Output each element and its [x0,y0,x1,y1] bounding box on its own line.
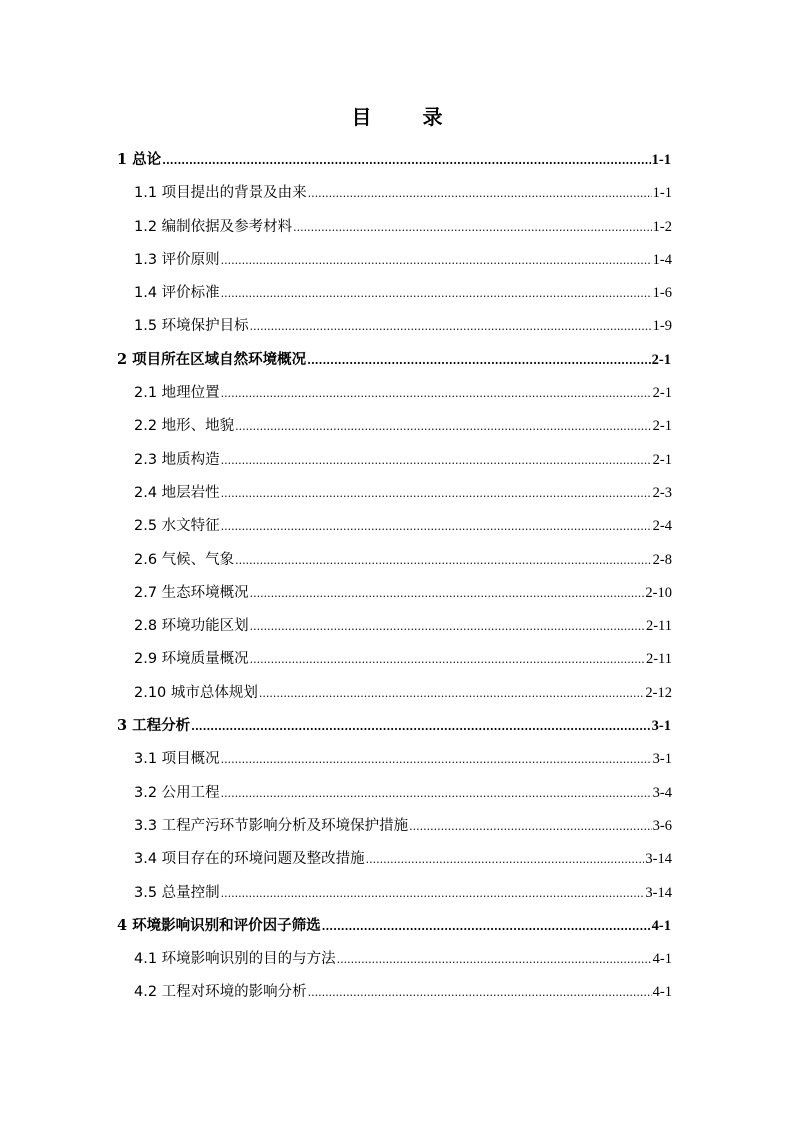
toc-page-number: 2-1 [652,385,672,402]
toc-entry-label: 1.4 评价标准 [134,285,220,302]
toc-page-number: 2-3 [652,484,672,501]
toc-entry-label: 1.3 评价原则 [134,251,220,268]
toc-section-entry[interactable] [134,682,672,704]
toc-chapter-entry[interactable] [117,149,671,171]
toc-page-number: 2-11 [645,651,672,668]
dot-leader [221,483,652,505]
toc-page-number: 3-14 [645,851,672,868]
toc-row [0,376,794,409]
toc-page-number: 4-1 [652,951,672,968]
dot-leader [307,350,651,372]
toc-row [0,443,794,476]
toc-page-number: 2-1 [652,418,672,435]
toc-entry-label: 1.5 环境保护目标 [134,318,249,335]
toc-entry-label: 2.10 城市总体规划 [134,684,258,701]
toc-entry-label: 1.1 项目提出的背景及由来 [134,185,307,202]
toc-entry-label: 1 总论 [117,151,162,168]
dot-leader [221,250,652,272]
toc-entry-label: 3 工程分析 [117,717,191,735]
toc-section-entry[interactable] [134,815,672,837]
toc-entry-label: 2.7 生态环境概况 [134,584,249,601]
toc-page-number: 4-1 [651,917,671,934]
toc-entry-label: 4 环境影响识别和评价因子筛选 [117,916,321,934]
toc-section-entry[interactable] [134,249,672,271]
toc-row [0,276,794,309]
toc-section-entry[interactable] [134,948,672,970]
toc-section-entry[interactable] [134,748,672,770]
toc-row [0,642,794,675]
toc-page-number: 2-4 [652,518,672,535]
toc-row [0,309,794,342]
toc-chapter-entry[interactable] [117,715,671,737]
toc-page-number: 3-1 [651,718,671,735]
dot-leader [308,982,652,1004]
toc-entry-label: 2.3 地质构造 [134,451,220,468]
toc-entry-label: 4.2 工程对环境的影响分析 [134,984,307,1001]
toc-section-entry[interactable] [134,549,672,571]
toc-entry-label: 2.9 环境质量概况 [134,651,249,668]
toc-row [0,709,794,742]
dot-leader [221,883,645,905]
toc-section-entry[interactable] [134,449,672,471]
dot-leader [322,916,651,938]
toc-row [0,609,794,642]
dot-leader [221,749,652,771]
toc-entry-label: 3.4 项目存在的环境问题及整改措施 [134,851,365,868]
toc-entry-label: 2.2 地形、地貌 [134,418,235,435]
toc-entry-label: 3.3 工程产污环节影响分析及环境保护措施 [134,817,409,834]
toc-section-entry[interactable] [134,848,672,870]
toc-row [0,210,794,243]
toc-row [0,176,794,209]
toc-row [0,842,794,875]
toc-row [0,975,794,1008]
toc-section-entry[interactable] [134,782,672,804]
toc-section-entry[interactable] [134,282,672,304]
toc-row [0,776,794,809]
toc-page-number: 1-4 [652,251,672,268]
toc-section-entry[interactable] [134,216,672,238]
toc-section-entry[interactable] [134,415,672,437]
toc-page-number: 3-1 [652,751,672,768]
dot-leader [259,683,645,705]
toc-row [0,409,794,442]
toc-page-number: 3-4 [652,784,672,801]
toc-row [0,742,794,775]
toc-row [0,509,794,542]
toc-row [0,809,794,842]
toc-chapter-entry[interactable] [117,915,671,937]
toc-row [0,476,794,509]
dot-leader [250,583,645,605]
toc-section-entry[interactable] [134,582,672,604]
dot-leader [250,616,645,638]
toc-page-number: 2-1 [651,351,671,368]
toc-list [0,143,794,1009]
toc-page-number: 1-6 [652,285,672,302]
dot-leader [250,316,652,338]
dot-leader [235,550,651,572]
toc-row [0,543,794,576]
toc-entry-label: 1.2 编制依据及参考材料 [134,218,293,235]
toc-section-entry[interactable] [134,315,672,337]
toc-page-number: 1-1 [652,185,672,202]
dot-leader [366,849,645,871]
toc-section-entry[interactable] [134,182,672,204]
toc-entry-label: 2.5 水文特征 [134,518,220,535]
toc-section-entry[interactable] [134,515,672,537]
toc-page-number: 3-6 [652,817,672,834]
toc-row [0,576,794,609]
toc-row [0,876,794,909]
toc-row [0,343,794,376]
toc-entry-label: 2.4 地层岩性 [134,484,220,501]
toc-section-entry[interactable] [134,382,672,404]
toc-page-number: 2-8 [652,551,672,568]
toc-page-number: 3-14 [645,884,672,901]
toc-row [0,243,794,276]
toc-entry-label: 4.1 环境影响识别的目的与方法 [134,951,336,968]
dot-leader [162,150,651,172]
toc-entry-label: 3.5 总量控制 [134,884,220,901]
toc-row [0,909,794,942]
toc-page-number: 2-12 [645,684,672,701]
toc-section-entry[interactable] [134,482,672,504]
toc-entry-label: 2.8 环境功能区划 [134,618,249,635]
toc-row [0,143,794,176]
dot-leader [250,649,645,671]
dot-leader [221,283,652,305]
toc-page-number: 1-9 [652,318,672,335]
toc-page-number: 4-1 [652,984,672,1001]
toc-entry-label: 2 项目所在区域自然环境概况 [117,350,307,368]
page-title: 目 录 [351,105,465,129]
dot-leader [293,217,651,239]
toc-page-number: 2-10 [645,584,672,601]
toc-page-number: 2-11 [645,618,672,635]
toc-chapter-entry[interactable] [117,349,671,371]
dot-leader [235,416,651,438]
toc-page-number: 1-2 [652,218,672,235]
dot-leader [221,450,652,472]
toc-section-entry[interactable] [134,648,672,670]
toc-row [0,942,794,975]
toc-entry-label: 2.6 气候、气象 [134,551,235,568]
toc-row [0,676,794,709]
toc-page-number: 1-1 [651,152,671,168]
toc-entry-label: 3.2 公用工程 [134,784,220,801]
dot-leader [409,816,651,838]
toc-section-entry[interactable] [134,882,672,904]
dot-leader [337,949,652,971]
toc-entry-label: 3.1 项目概况 [134,751,220,768]
dot-leader [221,516,652,538]
dot-leader [221,383,652,405]
toc-entry-label: 2.1 地理位置 [134,385,220,402]
toc-section-entry[interactable] [134,981,672,1003]
dot-leader [221,783,652,805]
toc-page-number: 2-1 [652,451,672,468]
dot-leader [308,183,652,205]
dot-leader [191,716,651,738]
toc-section-entry[interactable] [134,615,672,637]
